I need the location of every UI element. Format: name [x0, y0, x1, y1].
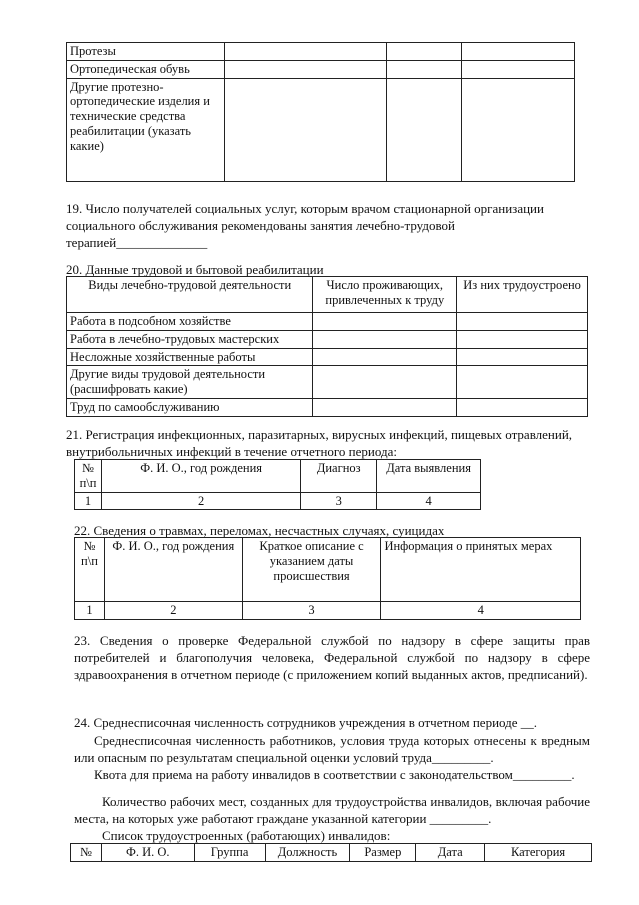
q20-table — [66, 276, 588, 417]
column-header: Число проживающих, привлеченных к труду — [313, 277, 457, 313]
table-row-label: Работа в подсобном хозяйстве — [67, 313, 313, 331]
column-header: Краткое описание с указанием даты происшествия — [242, 538, 381, 602]
q21-table — [74, 459, 481, 510]
table-row-label: Труд по самообслуживанию — [67, 398, 313, 416]
column-number: 2 — [101, 492, 300, 510]
column-header: № — [71, 844, 102, 862]
table-row-label: Протезы — [67, 43, 225, 61]
column-header: Ф. И. О., год рождения — [104, 538, 242, 602]
table-row-label: Другие виды трудовой деятельности (расшифровать какие) — [67, 366, 313, 399]
q22-heading: 22. Сведения о травмах, переломах, несчастных случаях, суицидах — [74, 523, 445, 538]
column-number: 2 — [104, 602, 242, 620]
column-header: Дата выявления — [377, 460, 481, 493]
q24-para3: Квота для приема на работу инвалидов в соответствии с законодательством_________. — [94, 767, 575, 782]
rehab-devices-table — [66, 42, 575, 182]
column-header: Диагноз — [301, 460, 377, 493]
column-header: № п\п — [75, 538, 105, 602]
column-header: Из них трудоустроено — [457, 277, 588, 313]
column-number: 3 — [301, 492, 377, 510]
column-number: 1 — [75, 602, 105, 620]
column-header: № п\п — [75, 460, 102, 493]
q20-heading: 20. Данные трудовой и бытовой реабилитации — [66, 262, 324, 277]
column-header: Дата — [416, 844, 485, 862]
column-number: 4 — [381, 602, 581, 620]
q23-text: 23. Сведения о проверке Федеральной службой по надзору в сфере защиты прав потребителей и благополучия человека, Федеральной службой по надзору в сфере здравоохранения в отчетном периоде (с приложением копий выданных актов, предписаний). — [74, 633, 590, 682]
q24-para4: Количество рабочих мест, созданных для трудоустройства инвалидов, включая рабочие места, на которых уже работают граждане указанной категории _________. — [74, 794, 590, 826]
column-header: Ф. И. О., год рождения — [101, 460, 300, 493]
table-row-label: Ортопедическая обувь — [67, 60, 225, 78]
column-header: Группа — [194, 844, 265, 862]
column-header: Информация о принятых мерах — [381, 538, 581, 602]
column-header: Размер — [350, 844, 416, 862]
q24-para2: Среднесписочная численность работников, условия труда которых отнесены к вредным или опасным по результатам специальной оценки условий труда_________. — [74, 733, 590, 765]
column-header: Категория — [485, 844, 592, 862]
table-row-label: Несложные хозяйственные работы — [67, 348, 313, 366]
table-row-label: Другие протезно-ортопедические изделия и технические средства реабилитации (указать какие) — [67, 78, 225, 182]
q21-heading: 21. Регистрация инфекционных, паразитарных, вирусных инфекций, пищевых отравлений, внутрибольничных инфекций в течение отчетного периода: — [66, 427, 573, 459]
column-header: Ф. И. О. — [101, 844, 194, 862]
table-row-label: Работа в лечебно-трудовых мастерских — [67, 330, 313, 348]
column-header: Виды лечебно-трудовой деятельности — [67, 277, 313, 313]
disabled-employees-table — [70, 843, 592, 862]
column-number: 3 — [242, 602, 381, 620]
q24-list-heading: Список трудоустроенных (работающих) инвалидов: — [102, 828, 391, 843]
column-number: 1 — [75, 492, 102, 510]
q19-text: 19. Число получателей социальных услуг, которым врачом стационарной организации социального обслуживания рекомендованы занятия лечебно-трудовой терапией______________ — [66, 201, 544, 250]
q22-table — [74, 537, 581, 620]
q24-line1: 24. Среднесписочная численность сотрудников учреждения в отчетном периоде __. — [74, 715, 538, 730]
column-number: 4 — [377, 492, 481, 510]
column-header: Должность — [265, 844, 350, 862]
